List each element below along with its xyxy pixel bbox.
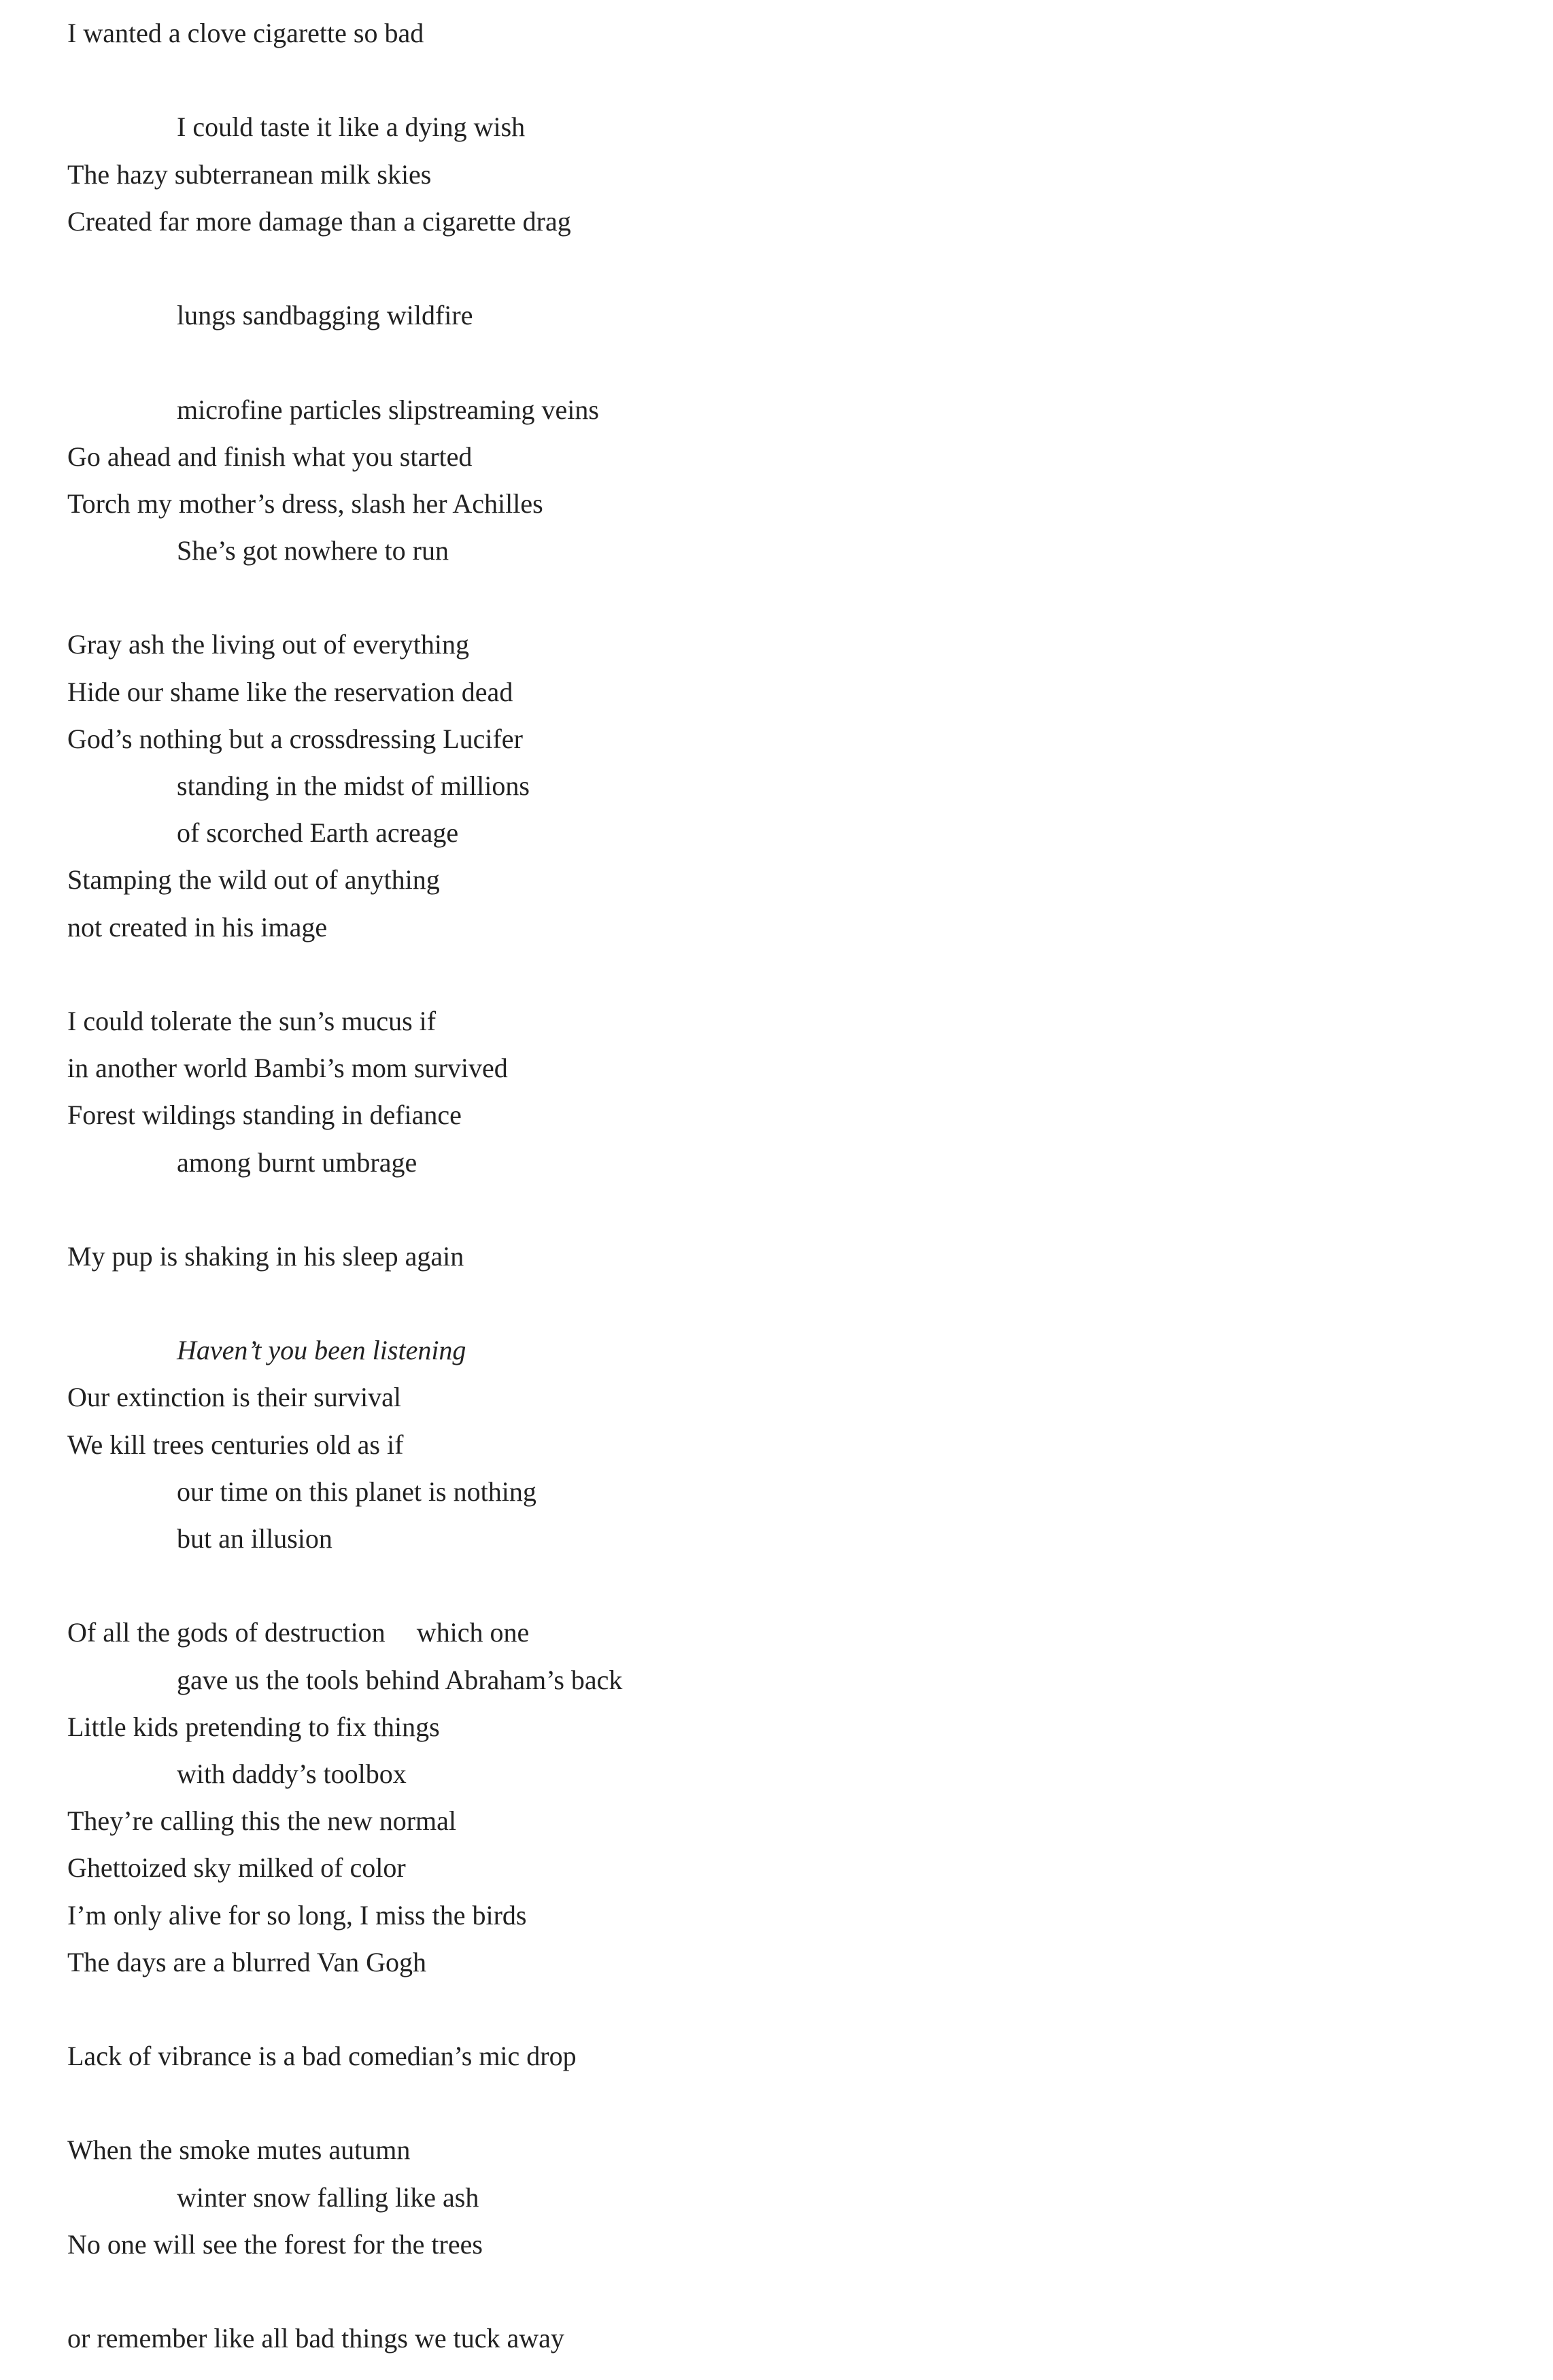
poem-line: Stamping the wild out of anything xyxy=(67,864,440,896)
stanza-break xyxy=(67,1567,1495,1614)
poem-line: Gray ash the living out of everything xyxy=(67,629,469,660)
poem-line: gave us the tools behind Abraham’s back xyxy=(177,1664,623,1695)
poem-line: Go ahead and finish what you started xyxy=(67,441,473,472)
poem-line: our time on this planet is nothing xyxy=(177,1476,536,1507)
poem-line: of scorched Earth acreage xyxy=(177,817,459,849)
poem-line: The hazy subterranean milk skies xyxy=(67,158,432,190)
poem-line: My pup is shaking in his sleep again xyxy=(67,1240,464,1272)
stanza-break xyxy=(67,2273,1495,2319)
poem-line: She’s got nowhere to run xyxy=(177,535,449,566)
poem-line: but an illusion xyxy=(177,1523,332,1554)
stanza-break xyxy=(67,1191,1495,1238)
poem-line: No one will see the forest for the trees xyxy=(67,2228,483,2260)
poem-line: not created in his image xyxy=(67,911,328,942)
poem-line: Torch my mother’s dress, slash her Achilles xyxy=(67,488,543,519)
poem-line: Forest wildings standing in defiance xyxy=(67,1100,462,1131)
poem-line: among burnt umbrage xyxy=(177,1146,417,1178)
stanza-break xyxy=(67,61,1495,108)
poem-line: winter snow falling like ash xyxy=(177,2181,479,2213)
poem-line: Little kids pretending to fix things xyxy=(67,1711,440,1742)
stanza-break xyxy=(67,579,1495,626)
poem-line: with daddy’s toolbox xyxy=(177,1758,407,1789)
stanza-break xyxy=(67,1990,1495,2037)
poem-line: Lack of vibrance is a bad comedian’s mic drop xyxy=(67,2041,577,2072)
stanza-break xyxy=(67,343,1495,390)
poem-line-italic: Haven’t you been listening xyxy=(177,1335,466,1366)
poem-line-part: which one xyxy=(416,1617,530,1648)
poem-line: Created far more damage than a cigarette drag xyxy=(67,205,571,237)
poem-line-part: Of all the gods of destruction xyxy=(67,1617,386,1648)
poem-body xyxy=(67,14,1495,2366)
poem-line: microfine particles slipstreaming veins xyxy=(177,394,599,425)
poem-line: I wanted a clove cigarette so bad xyxy=(67,18,424,48)
poem-line: When the smoke mutes autumn xyxy=(67,2135,411,2166)
poem-line: standing in the midst of millions xyxy=(177,770,530,801)
poem-line: Our extinction is their survival xyxy=(67,1382,402,1413)
stanza-break xyxy=(67,955,1495,1002)
poem-line: Hide our shame like the reservation dead xyxy=(67,676,513,707)
stanza-break xyxy=(67,2084,1495,2131)
poem-line: or remember like all bad things we tuck away xyxy=(67,2323,564,2354)
stanza-break xyxy=(67,250,1495,296)
poem-line: in another world Bambi’s mom survived xyxy=(67,1053,508,1084)
stanza-break xyxy=(67,1285,1495,1331)
poem-line: Ghettoized sky milked of color xyxy=(67,1852,406,1884)
poem-line: We kill trees centuries old as if xyxy=(67,1429,404,1460)
poem-line: God’s nothing but a crossdressing Lucifer xyxy=(67,723,523,754)
poem-line: lungs sandbagging wildfire xyxy=(177,300,473,331)
poem-line: I’m only alive for so long, I miss the birds xyxy=(67,1899,527,1931)
poem-line xyxy=(67,1614,1495,1661)
poem-line: I could tolerate the sun’s mucus if xyxy=(67,1005,437,1036)
poem-line: They’re calling this the new normal xyxy=(67,1805,457,1837)
poem-line: The days are a blurred Van Gogh xyxy=(67,1946,426,1977)
poem-line: I could taste it like a dying wish xyxy=(177,112,526,143)
